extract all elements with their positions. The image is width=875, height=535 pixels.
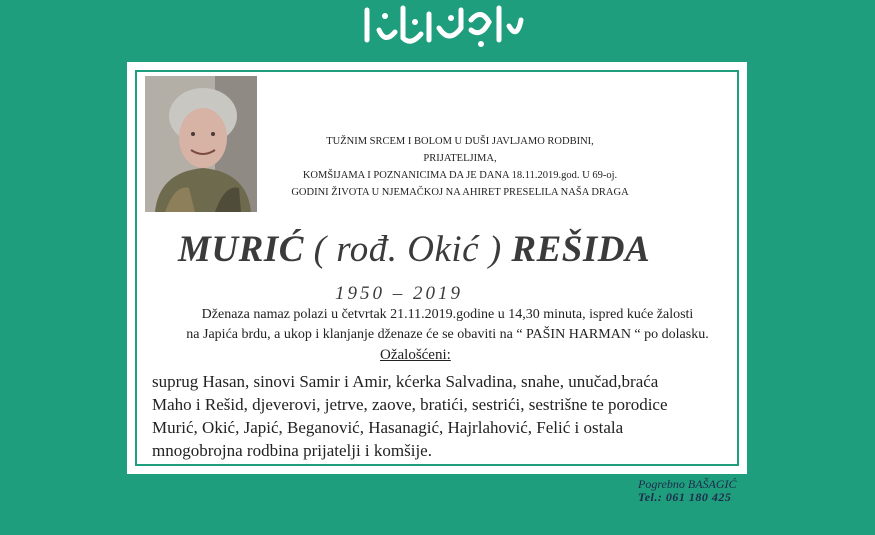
funeral-agency-stamp bbox=[638, 478, 838, 504]
announcement-line: GODINI ŽIVOTA U NJEMAČKOJ NA AHIRET PRESELILA NAŠA DRAGA bbox=[291, 187, 629, 198]
agency-phone: Tel.: 061 180 425 bbox=[638, 490, 732, 504]
announcement-line: TUŽNIM SRCEM I BOLOM U DUŠI JAVLJAMO RODBINI, PRIJATELJIMA, bbox=[326, 136, 594, 164]
life-years: 1950 – 2019 bbox=[335, 283, 463, 304]
mourners-line: Murić, Okić, Japić, Beganović, Hasanagić, Hajrlahović, Felić i ostala bbox=[152, 418, 624, 437]
agency-name: Pogrebno BAŠAGIĆ bbox=[638, 477, 737, 491]
surname: MURIĆ bbox=[178, 229, 304, 270]
given-name: REŠIDA bbox=[511, 229, 651, 270]
mourners-list bbox=[152, 370, 732, 462]
arabic-calligraphy-header bbox=[355, 0, 525, 52]
announcement-line: KOMŠIJAMA I POZNANICIMA DA JE DANA 18.11.2019.god. U 69-oj. bbox=[302, 170, 618, 181]
mourners-heading: Ožalošćeni: bbox=[380, 347, 451, 363]
mourners-line: suprug Hasan, sinovi Samir i Amir, kćerka Salvadina, snahe, unučad,braća bbox=[152, 372, 659, 391]
deceased-name bbox=[178, 228, 698, 271]
announcement-text bbox=[290, 133, 630, 201]
portrait-photo bbox=[145, 76, 257, 212]
maiden-name: ( rođ. Okić ) bbox=[313, 229, 502, 270]
funeral-line: Dženaza namaz polazi u četvrtak 21.11.2019.godine u 14,30 minuta, ispred kuće žalosti bbox=[201, 307, 694, 322]
funeral-line: na Japića brdu, a ukop i klanjanje dženaze će se obaviti na “ PAŠIN HARMAN “ po dolasku. bbox=[186, 327, 709, 342]
funeral-details bbox=[150, 305, 745, 345]
mourners-line: Maho i Rešid, djeverovi, jetrve, zaove, bratići, sestrići, sestrišne te porodice bbox=[152, 395, 668, 414]
mourners-line: mnogobrojna rodbina prijatelji i komšije. bbox=[152, 441, 432, 460]
